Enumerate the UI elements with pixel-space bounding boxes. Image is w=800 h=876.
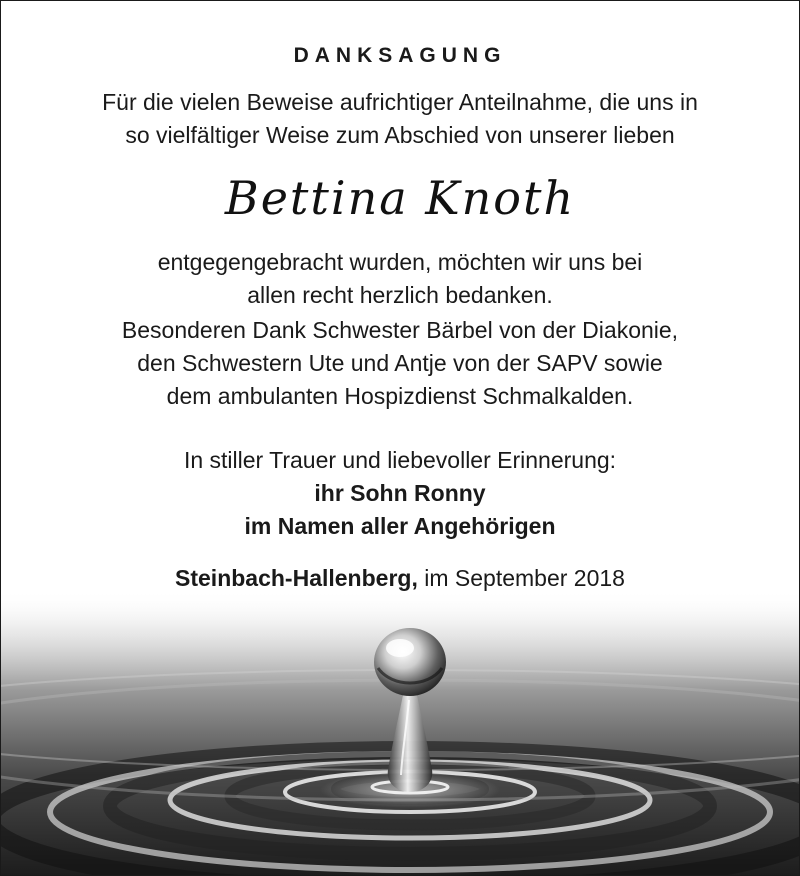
place: Steinbach-Hallenberg, <box>175 565 418 591</box>
special-thanks-line: den Schwestern Ute und Antje von der SAPV sowie <box>137 350 663 376</box>
special-thanks-line: Besonderen Dank Schwester Bärbel von der Diakonie, <box>121 317 679 343</box>
signatory-family: im Namen aller Angehörigen <box>244 513 556 539</box>
place-date <box>0 562 800 595</box>
signatory-son: ihr Sohn Ronny <box>314 480 486 506</box>
mourning-intro: In stiller Trauer und liebevoller Erinnerung: <box>183 447 617 473</box>
thanks-line: entgegengebracht wurden, möchten wir uns bei <box>157 249 643 275</box>
thanks-paragraph <box>0 246 800 312</box>
deceased-name: Bettina Knoth <box>224 171 576 225</box>
intro-line: so vielfältiger Weise zum Abschied von unserer lieben <box>125 122 675 148</box>
mourning-block <box>0 444 800 543</box>
thanks-line: allen recht herzlich bedanken. <box>247 282 553 308</box>
intro-line: Für die vielen Beweise aufrichtiger Anteilnahme, die uns in <box>102 89 698 115</box>
special-thanks-line: dem ambulanten Hospizdienst Schmalkalden. <box>166 383 634 409</box>
date: im September 2018 <box>424 565 625 591</box>
intro-paragraph <box>0 86 800 152</box>
special-thanks-paragraph <box>0 314 800 413</box>
notice-heading: DANKSAGUNG <box>293 44 507 67</box>
